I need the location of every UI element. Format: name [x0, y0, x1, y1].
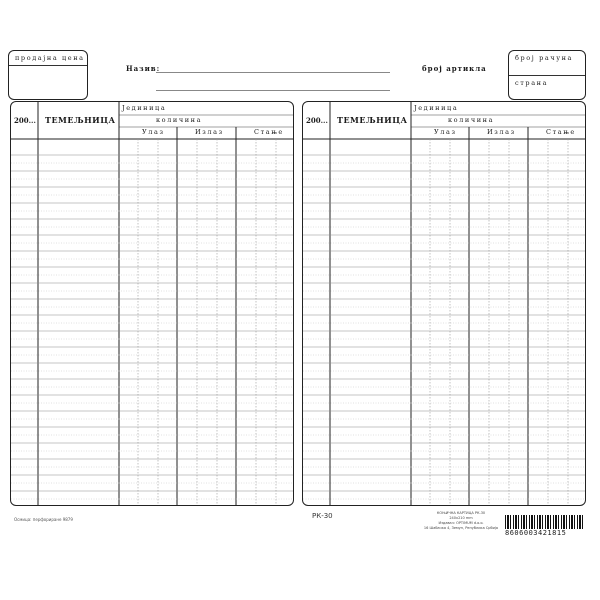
account-page-box	[508, 50, 586, 100]
publisher-line-1: КОЊИЧНА КАРТИЦА РК-30	[436, 511, 486, 515]
account-number-label: број рачуна	[515, 54, 574, 62]
page-label: страна	[515, 79, 549, 87]
ledger-left-year: 200...	[14, 116, 36, 125]
selling-price-box	[8, 50, 88, 100]
account-divider	[509, 75, 585, 76]
ledger-right-title: ТЕМЕЉНИЦА	[337, 115, 408, 125]
ledger-left-title: ТЕМЕЉНИЦА	[45, 115, 116, 125]
ledger-left	[10, 101, 294, 506]
name-label: Назив:	[126, 64, 161, 73]
publisher-line-4: 16 Шабачка 4, Земун, Република Србија	[423, 526, 499, 530]
ledger-right-col-balance: Стање	[546, 128, 576, 136]
ledger-right-unit-label: Јединица	[414, 104, 459, 112]
footer-left-note: Осмица: перфориране 9879	[14, 517, 73, 522]
ledger-right-col-in: Улаз	[434, 128, 457, 136]
ledger-left-col-in: Улаз	[142, 128, 165, 136]
form-code: РК-30	[312, 512, 333, 520]
ledger-right-grid	[303, 102, 586, 506]
ledger-right-year: 200...	[306, 116, 328, 125]
name-field-line[interactable]	[156, 72, 390, 73]
ledger-left-col-out: Излаз	[195, 128, 224, 136]
publisher-block	[420, 511, 502, 531]
ledger-left-grid	[11, 102, 294, 506]
article-number-label: број артикла	[422, 64, 487, 73]
ledger-right-quantity-label: количина	[448, 116, 495, 124]
barcode-image	[505, 515, 585, 529]
ledger-right	[302, 101, 586, 506]
selling-price-label: продајна цена	[15, 54, 85, 62]
publisher-line-3: Издавач: OPTIMUM d.o.o.	[438, 521, 484, 525]
ledger-left-col-balance: Стање	[254, 128, 284, 136]
ledger-right-col-out: Излаз	[487, 128, 516, 136]
ledger-left-quantity-label: количина	[156, 116, 203, 124]
selling-price-divider	[9, 65, 87, 66]
publisher-line-2: 240х210 mm	[449, 516, 473, 520]
barcode-number: 8606003421815	[505, 529, 567, 537]
ledger-left-unit-label: Јединица	[122, 104, 167, 112]
name-field-line-2[interactable]	[156, 90, 390, 91]
